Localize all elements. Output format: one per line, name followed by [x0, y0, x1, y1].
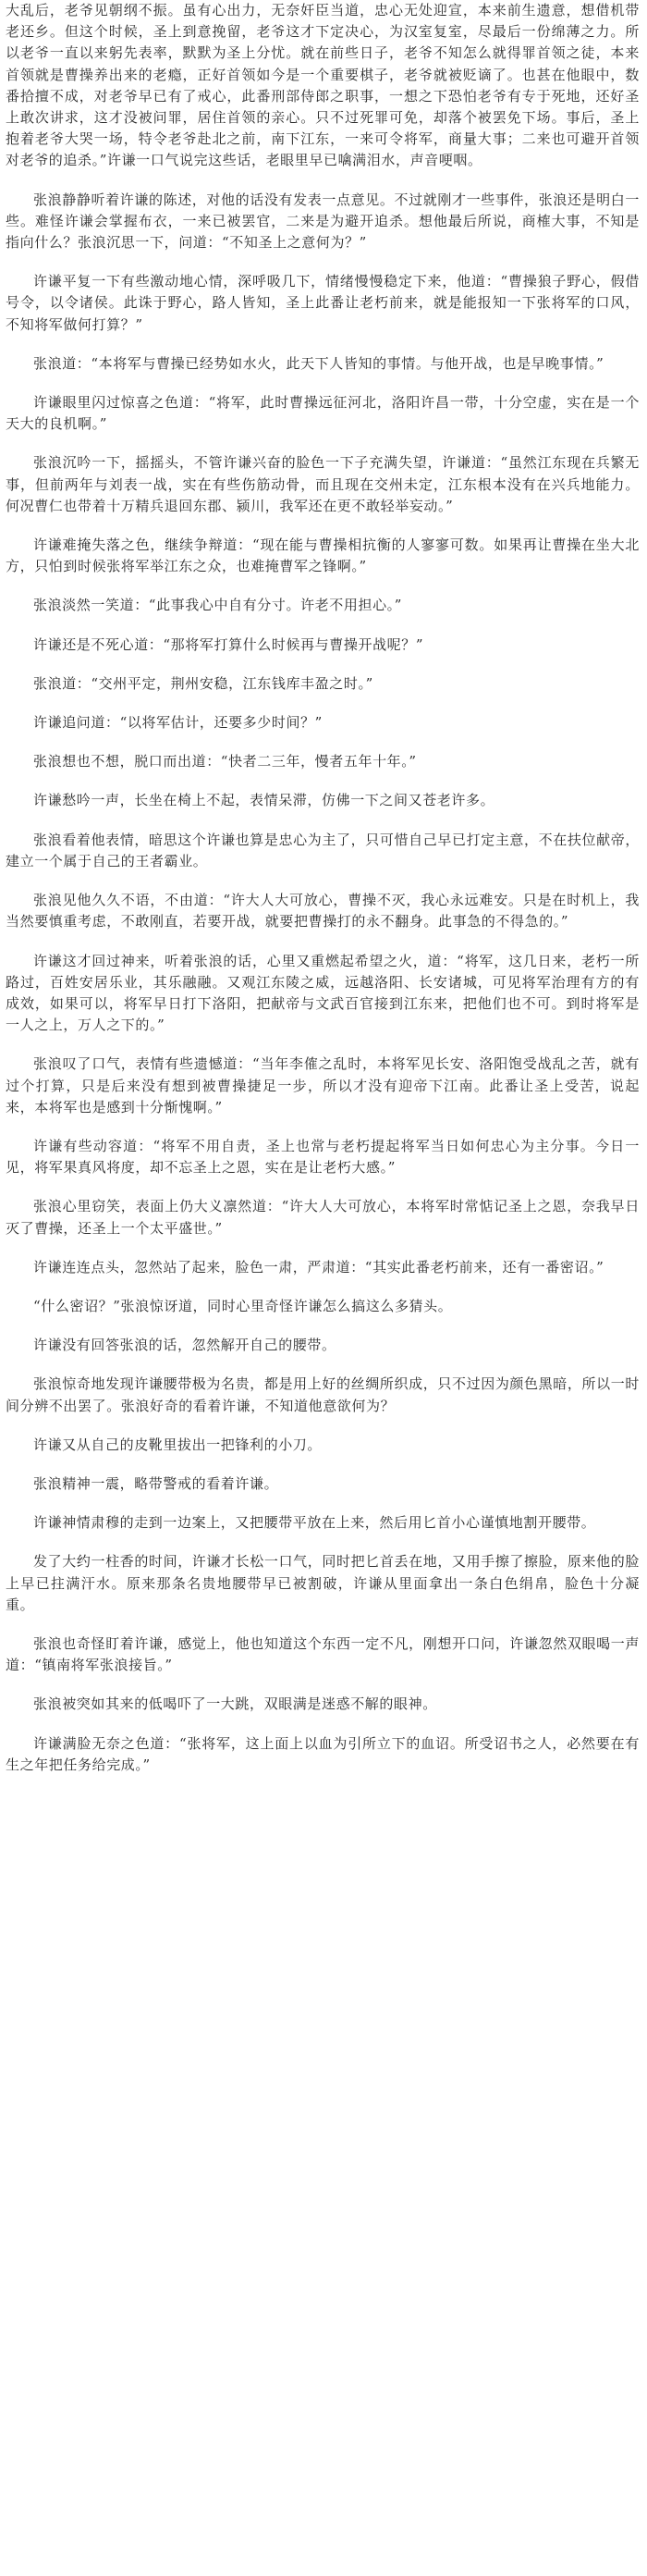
paragraph: 许谦愁吟一声，长坐在椅上不起，表情呆滞，仿佛一下之间又苍老许多。 [33, 792, 495, 809]
paragraph: 许谦平复一下有些激动地心情，深呼吸几下，情绪慢慢稳定下来，他道：“曹操狼子野心，假借号令，以令诸侯。此诛于野心，路人皆知，圣上此番让老朽前来，就是能报知一下张将军的口风，不知将军做何打算？” [6, 273, 640, 333]
paragraph: 张浪道：“本将军与曹操已经势如水火，此天下人皆知的事情。与他开战，也是早晚事情。” [33, 354, 604, 372]
paragraph: 发了大约一柱香的时间，许谦才长松一口气，同时把匕首丢在地，又用手擦了擦脸，原来他的脸上早已拄满汗水。原来那条名贵地腰带早已被割破，许谦从里面拿出一条白色绢帛，脸色十分凝重。 [6, 1553, 640, 1613]
paragraph: 许谦难掩失落之色，继续争辩道：“现在能与曹操相抗衡的人寥寥可数。如果再让曹操在坐大北方，只怕到时候张将军举江东之众，也难掩曹军之锋啊。” [6, 536, 640, 575]
paragraph: 许谦神情肃穆的走到一边案上，又把腰带平放在上来，然后用匕首小心谨慎地割开腰带。 [33, 1514, 596, 1532]
paragraph: 张浪道：“交州平定，荆州安稳，江东钱库丰盈之时。” [33, 674, 373, 692]
paragraph: 许谦满脸无奈之色道：“张将军，这上面上以血为引所立下的血诏。所受诏书之人，必然要在有生之年把任务给完成。” [6, 1734, 640, 1773]
paragraph: 许谦眼里闪过惊喜之色道：“将军，此时曹操远征河北，洛阳许昌一带，十分空虚，实在是一个天大的良机啊。” [6, 394, 640, 433]
paragraph: 许谦有些动容道：“将军不用自责，圣上也常与老朽提起将军当日如何忠心为主分事。今日一见，将军果真风将度，却不忘圣上之恩，实在是让老朽大感。” [6, 1137, 640, 1177]
paragraph: 许谦还是不死心道：“那将军打算什么时候再与曹操开战呢？” [33, 635, 424, 653]
paragraph: 许谦连连点头，忽然站了起来，脸色一肃，严肃道：“其实此番老朽前来，还有一番密诏。” [33, 1258, 604, 1276]
paragraph: “什么密诏？”张浪惊讶道，同时心里奇怪许谦怎么搞这么多猜头。 [33, 1297, 453, 1314]
paragraph: 许谦这才回过神来，听着张浪的话，心里又重燃起希望之火，道：“将军，这几日来，老朽一所路过，百姓安居乐业，其乐融融。又观江东陵之威，远越洛阳、长安诸城，可见将军治理有方的有成效，如果可以，将军早日打下洛阳，把献帝与文武百官接到江东来，把他们也不可。到时将军是一人之上，万人之下的。” [6, 952, 640, 1034]
paragraph: 张浪淡然一笑道：“此事我心中自有分寸。许老不用担心。” [33, 597, 403, 614]
paragraph: 张浪想也不想，脱口而出道：“快者二三年，慢者五年十年。” [33, 753, 417, 770]
paragraph: 许谦追问道：“以将军估计，还要多少时间？” [33, 714, 323, 732]
paragraph: 张浪心里窃笑，表面上仍大义凛然道：“许大人大可放心，本将军时常惦记圣上之恩，奈我早日灭了曹操，还圣上一个太平盛世。” [6, 1198, 640, 1237]
paragraph: 张浪精神一震，略带警戒的看着许谦。 [33, 1474, 279, 1492]
paragraph: 张浪沉吟一下，摇摇头，不管许谦兴奋的脸色一下子充满失望，许谦道：“虽然江东现在兵繁无事，但前两年与刘表一战，实在有些伤筋动骨，而且现在交州未定，江东根本没有在兴兵地能力。何况曹仁也带着十万精兵退回东郡、颍川，我军还在更不敢轻举妄动。” [6, 454, 640, 514]
paragraph: 张浪也奇怪盯着许谦，感觉上，他也知道这个东西一定不凡，刚想开口问，许谦忽然双眼喝一声道：“镇南将军张浪接旨。” [6, 1634, 640, 1674]
paragraph: 张浪叹了口气，表情有些遗憾道：“当年李傕之乱时，本将军见长安、洛阳饱受战乱之苦，就有过个打算，只是后来没有想到被曹操捷足一步，所以才没有迎帝下江南。此番让圣上受苦，说起来，本将军也是感到十分惭愧啊。” [6, 1055, 640, 1115]
paragraph: 许谦又从自己的皮靴里拔出一把锋利的小刀。 [33, 1436, 323, 1453]
paragraph: 大乱后，老爷见朝纲不振。虽有心出力，无奈奸臣当道，忠心无处迎宣，本来前生遗意，想借机带老还乡。但这个时候，圣上到意挽留，老爷这才下定决心，为汉室复室，尽最后一份绵薄之力。所以老爷一直以来躬先表率，默默为圣上分忧。就在前些日子，老爷不知怎么就得罪首领之徒，本来首领就是曹操养出来的老瘾，正好首领如今是一个重要棋子，老爷就被贬谪了。也甚在他眼中，数番拾擅不成，对老爷早已有了戒心，此番刑部侍郎之职事，一想之下恐怕老爷有专于死地，还好圣上敢次讲求，这才没被问罪，居住首领的亲心。只不过死罪可免，却落个被罢免下场。事后，圣上抱着老爷大哭一场，特令老爷赴北之前，南下江东，一来可令将军，商量大事；二来也可避开首领对老爷的追杀。”许谦一口气说完这些话，老眼里早已噙满泪水，声音哽咽。 [6, 2, 640, 169]
paragraph: 张浪被突如其来的低喝吓了一大跳，双眼满是迷惑不解的眼神。 [33, 1695, 437, 1713]
paragraph: 张浪看着他表情，暗思这个许谦也算是忠心为主了，只可惜自己早已打定主意，不在扶位献帝，建立一个属于自己的王者霸业。 [6, 831, 640, 869]
paragraph: 张浪惊奇地发现许谦腰带极为名贵，都是用上好的丝绸所织成，只不过因为颜色黑暗，所以一时间分辨不出罢了。张浪好奇的看着许谦，不知道他意欲何为？ [6, 1375, 640, 1414]
paragraph: 张浪见他久久不语，不由道：“许大人大可放心，曹操不灭，我心永远难安。只是在时机上，我当然要慎重考虑，不敢刚直，若要开战，就要把曹操打的永不翻身。此事急的不得急的。” [6, 892, 640, 931]
paragraph: 许谦没有回答张浪的话，忽然解开自己的腰带。 [33, 1337, 336, 1354]
paragraph: 张浪静静听着许谦的陈述，对他的话没有发表一点意见。不过就刚才一些事件，张浪还是明白一些。难怪许谦会掌握布衣，一来已被罢官，二来是为避开追杀。想他最后所说，商榷大事，不知是指向什么？张浪沉思一下，问道：“不知圣上之意何为？” [6, 191, 640, 252]
